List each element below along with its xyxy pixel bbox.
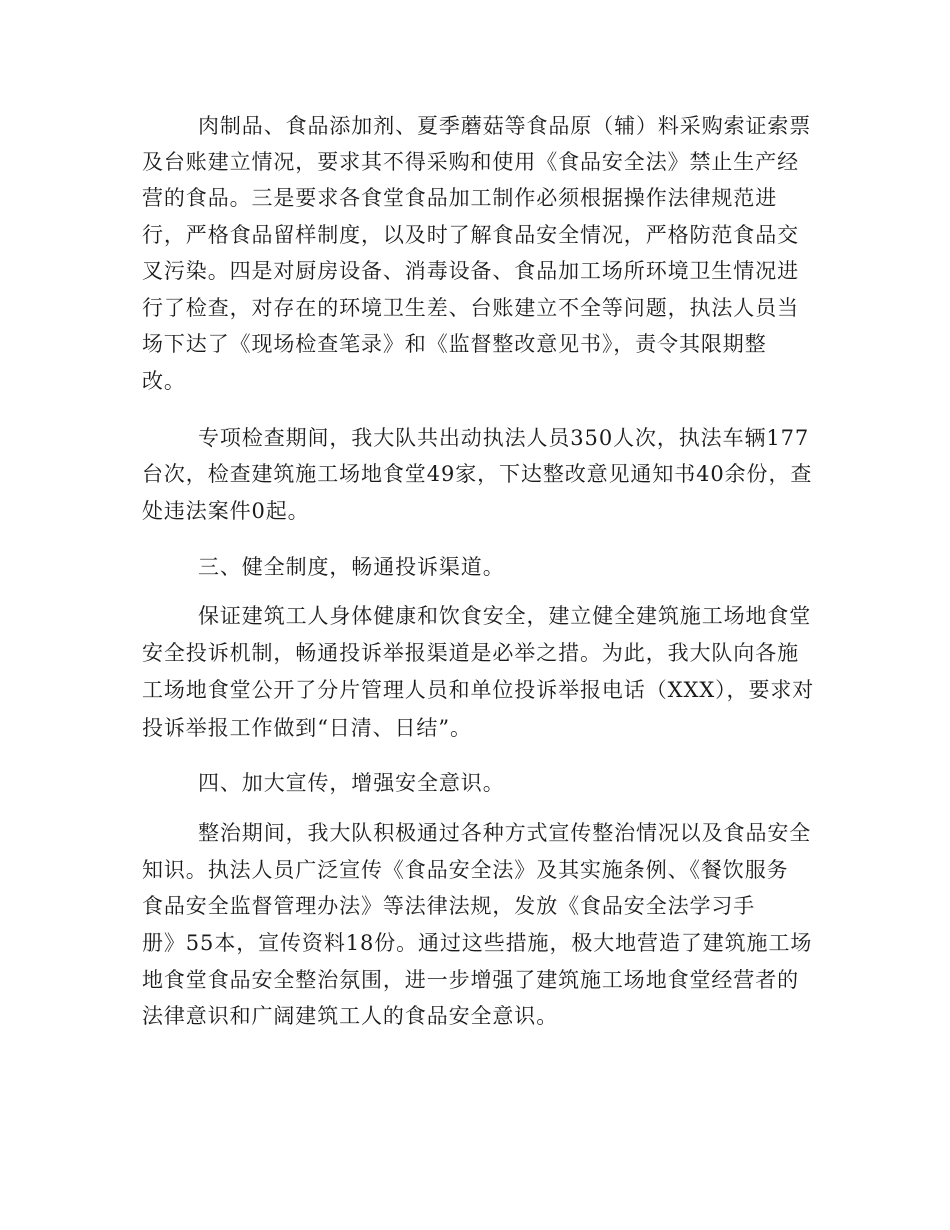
text-line: 安全投诉机制，畅通投诉举报渠道是必举之措。为此，我大队向各施 [142,641,799,665]
text-line: 投诉举报工作做到“日清、日结”。 [142,716,472,740]
text-line: 法律意识和广阔建筑工人的食品安全意识。 [142,1004,559,1028]
text-line: 知识。执法人员广泛宣传《食品安全法》及其实施条例、《餐饮服务 [142,858,789,882]
text-line: 册》55本，宣传资料18份。通过这些措施，极大地营造了建筑施工场 [142,931,813,955]
text-line: 地食堂食品安全整治氛围，进一步增强了建筑施工场地食堂经营者的 [142,968,799,992]
text-line: 行，严格食品留样制度，以及时了解食品安全情况，严格防范食品交 [142,223,799,247]
text-line: 工场地食堂公开了分片管理人员和单位投诉举报电话（XXX），要求对 [142,678,815,702]
text-line: 肉制品、食品添加剂、夏季蘑菇等食品原（辅）料采购索证索票 [198,114,812,138]
text-line: 四、加大宣传，增强安全意识。 [198,771,505,795]
text-line: 处违法案件0起。 [142,499,310,523]
text-line: 整治期间，我大队积极通过各种方式宣传整治情况以及食品安全 [198,821,812,845]
text-line: 专项检查期间，我大队共出动执法人员350人次，执法车辆177 [198,426,810,450]
text-line: 行了检查，对存在的环境卫生差、台账建立不全等问题，执法人员当 [142,296,799,320]
text-line: 及台账建立情况，要求其不得采购和使用《食品安全法》禁止生产经 [142,150,799,174]
text-line: 改。 [142,369,186,393]
text-line: 保证建筑工人身体健康和饮食安全，建立健全建筑施工场地食堂 [198,604,812,628]
text-line: 台次，检查建筑施工场地食堂49家，下达整改意见通知书40余份，查 [142,462,813,486]
text-line: 场下达了《现场检查笔录》和《监督整改意见书》，责令其限期整 [142,332,767,356]
text-line: 三、健全制度，畅通投诉渠道。 [198,555,505,579]
text-line: 食品安全监督管理办法》等法律法规，发放《食品安全法学习手 [142,894,756,918]
text-line: 营的食品。三是要求各食堂食品加工制作必须根据操作法律规范进 [142,186,778,210]
text-line: 叉污染。四是对厨房设备、消毒设备、食品加工场所环境卫生情况进 [142,259,799,283]
